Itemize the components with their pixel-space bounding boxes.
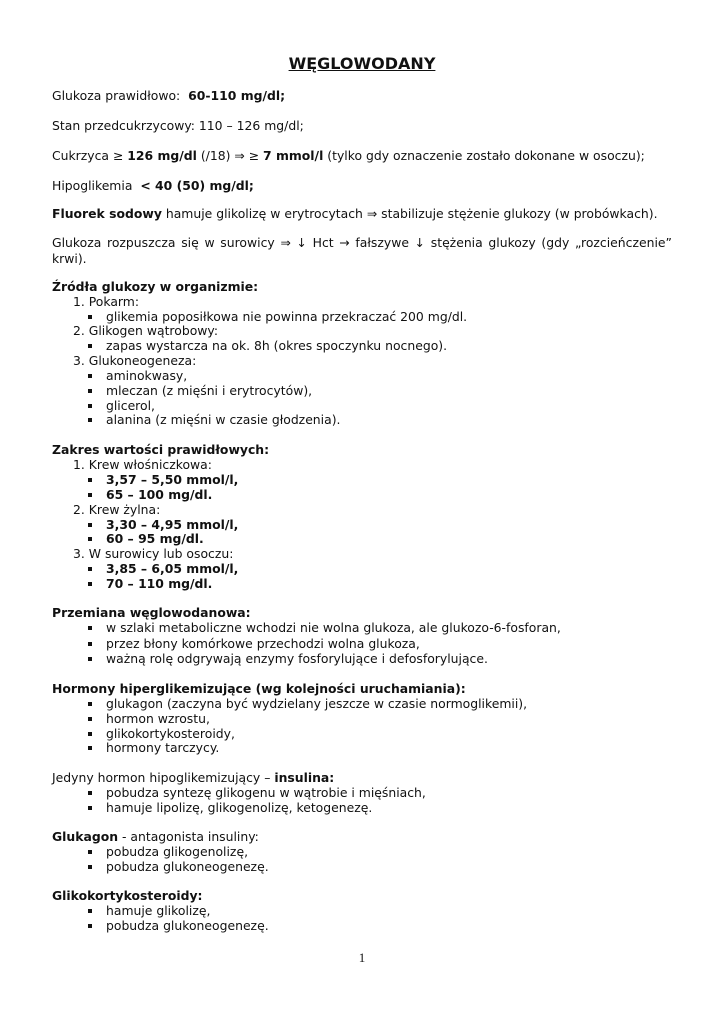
list-item: pobudza glukoneogenezę. [88, 918, 269, 933]
list-number: 2. Glikogen wątrobowy: [73, 323, 219, 338]
carb-metabolism-heading: Przemiana węglowodanowa: [52, 605, 251, 620]
hypoglycemia-line: Hipoglikemia < 40 (50) mg/dl; [52, 178, 254, 193]
list-item: 3,85 – 6,05 mmol/l, [88, 561, 238, 576]
list-item: glikokortykosteroidy, [88, 726, 235, 741]
document-page [52, 0, 672, 1024]
list-item: mleczan (z mięśni i erytrocytów), [88, 383, 312, 398]
list-number: 3. W surowicy lub osoczu: [73, 546, 234, 561]
list-item: 65 – 100 mg/dl. [88, 487, 212, 502]
list-item: hamuje glikolizę, [88, 903, 210, 918]
list-item: glukagon (zaczyna być wydzielany jeszcze w czasie normoglikemii), [88, 696, 527, 711]
glucose-sources-heading: Źródła glukozy w organizmie: [52, 279, 259, 294]
page-title: WĘGLOWODANY [288, 54, 436, 73]
list-item: hormon wzrostu, [88, 711, 210, 726]
bullet-icon [88, 865, 92, 869]
glucagon-heading: Glukagon - antagonista insuliny: [52, 829, 259, 844]
glucose-normal-line: Glukoza prawidłowo: 60-110 mg/dl; [52, 88, 286, 103]
list-number: 3. Glukoneogeneza: [73, 353, 197, 368]
bullet-icon [88, 702, 92, 706]
bullet-icon [88, 582, 92, 586]
bullet-icon [88, 717, 92, 721]
bullet-icon [88, 642, 92, 646]
list-item: w szlaki metaboliczne wchodzi nie wolna glukoza, ale glukozo-6-fosforan, [88, 620, 561, 635]
bullet-icon [88, 523, 92, 527]
bullet-icon [88, 344, 92, 348]
list-item: 60 – 95 mg/dl. [88, 531, 204, 546]
bullet-icon [88, 418, 92, 422]
list-item: hamuje lipolizę, glikogenolizę, ketogenezę. [88, 800, 372, 815]
bullet-icon [88, 924, 92, 928]
insulin-heading: Jedyny hormon hipoglikemizujący – insulina: [52, 770, 335, 785]
bullet-icon [88, 567, 92, 571]
serum-dilution-paragraph [52, 235, 672, 267]
list-number: 2. Krew żylna: [73, 502, 161, 517]
page-number: 1 [358, 950, 366, 965]
bullet-icon [88, 315, 92, 319]
bullet-icon [88, 626, 92, 630]
bullet-icon [88, 746, 92, 750]
list-item: przez błony komórkowe przechodzi wolna glukoza, [88, 636, 420, 651]
list-number: 1. Pokarm: [73, 294, 140, 309]
bullet-icon [88, 493, 92, 497]
bullet-icon [88, 791, 92, 795]
bullet-icon [88, 478, 92, 482]
list-item: pobudza syntezę glikogenu w wątrobie i mięśniach, [88, 785, 426, 800]
bullet-icon [88, 404, 92, 408]
bullet-icon [88, 806, 92, 810]
bullet-icon [88, 657, 92, 661]
bullet-icon [88, 732, 92, 736]
list-item: ważną rolę odgrywają enzymy fosforylujące i defosforylujące. [88, 651, 488, 666]
list-item: zapas wystarcza na ok. 8h (okres spoczynku nocnego). [88, 338, 447, 353]
list-item: glikemia poposiłkowa nie powinna przekraczać 200 mg/dl. [88, 309, 467, 324]
list-item: 3,30 – 4,95 mmol/l, [88, 517, 238, 532]
list-item: alanina (z mięśni w czasie głodzenia). [88, 412, 340, 427]
sodium-fluoride-line: Fluorek sodowy hamuje glikolizę w erytrocytach ⇒ stabilizuje stężenie glukozy (w probówkach). [52, 206, 658, 221]
hyperglycemic-hormones-heading: Hormony hiperglikemizujące (wg kolejności uruchamiania): [52, 681, 466, 696]
reference-range-heading: Zakres wartości prawidłowych: [52, 442, 270, 457]
diabetes-line: Cukrzyca ≥ 126 mg/dl (/18) ⇒ ≥ 7 mmol/l (tylko gdy oznaczenie zostało dokonane w osoczu); [52, 148, 645, 163]
list-item: aminokwasy, [88, 368, 187, 383]
paragraph-line-end: krwi). [52, 251, 87, 266]
list-item: pobudza glikogenolizę, [88, 844, 248, 859]
bullet-icon [88, 537, 92, 541]
bullet-icon [88, 374, 92, 378]
bullet-icon [88, 389, 92, 393]
list-item: pobudza glukoneogenezę. [88, 859, 269, 874]
list-item: 70 – 110 mg/dl. [88, 576, 212, 591]
list-item: 3,57 – 5,50 mmol/l, [88, 472, 238, 487]
list-number: 1. Krew włośniczkowa: [73, 457, 212, 472]
bullet-icon [88, 909, 92, 913]
list-item: hormony tarczycy. [88, 740, 219, 755]
paragraph-line-justified: Glukoza rozpuszcza się w surowicy ⇒ ↓ Hct → fałszywe ↓ stężenia glukozy (gdy „rozcieńczenie” [52, 235, 672, 250]
list-item: glicerol, [88, 398, 155, 413]
bullet-icon [88, 850, 92, 854]
glucocorticoids-heading: Glikokortykosteroidy: [52, 888, 203, 903]
prediabetes-line: Stan przedcukrzycowy: 110 – 126 mg/dl; [52, 118, 304, 133]
